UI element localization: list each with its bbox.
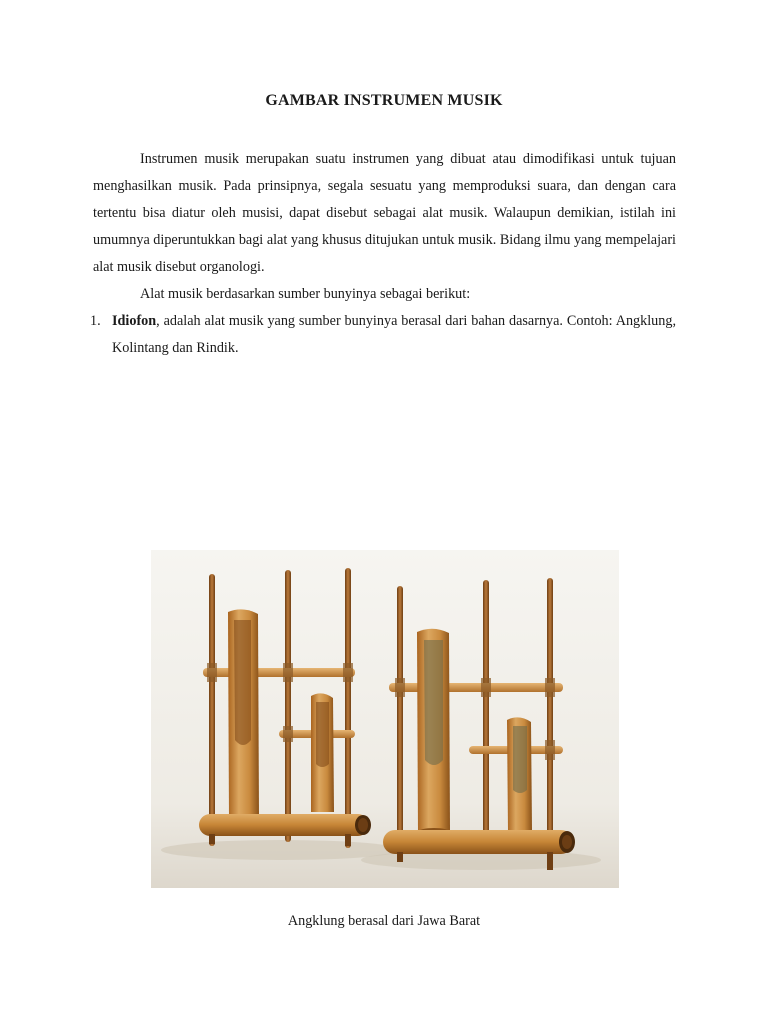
list-item-number: 1.: [90, 313, 101, 329]
list-item-term: Idiofon: [112, 313, 157, 329]
instrument-list: [90, 308, 676, 362]
paragraph-classification: Alat musik berdasarkan sumber bunyinya sebagai berikut:: [140, 286, 471, 302]
list-item-text: , adalah alat musik yang sumber bunyinya berasal dari bahan dasarnya. Contoh: Angklung, Kolintang dan Rindik.: [112, 313, 676, 356]
page-title: GAMBAR INSTRUMEN MUSIK: [265, 92, 503, 109]
paragraph-intro: Instrumen musik merupakan suatu instrumen yang dibuat atau dimodifikasi untuk tujuan menghasilkan musik. Pada prinsipnya, segala sesuatu yang memproduksi suara, dan dengan cara tertentu bisa diatur oleh musisi, dapat disebut sebagai alat musik. Walaupun demikian, istilah ini umumnya diperuntukkan bagi alat yang khusus ditujukan untuk musik. Bidang ilmu yang mempelajari alat musik disebut organologi.: [93, 151, 676, 275]
angklung-photo: [151, 550, 619, 888]
list-item: [90, 308, 676, 362]
figure-caption: Angklung berasal dari Jawa Barat: [287, 913, 481, 929]
